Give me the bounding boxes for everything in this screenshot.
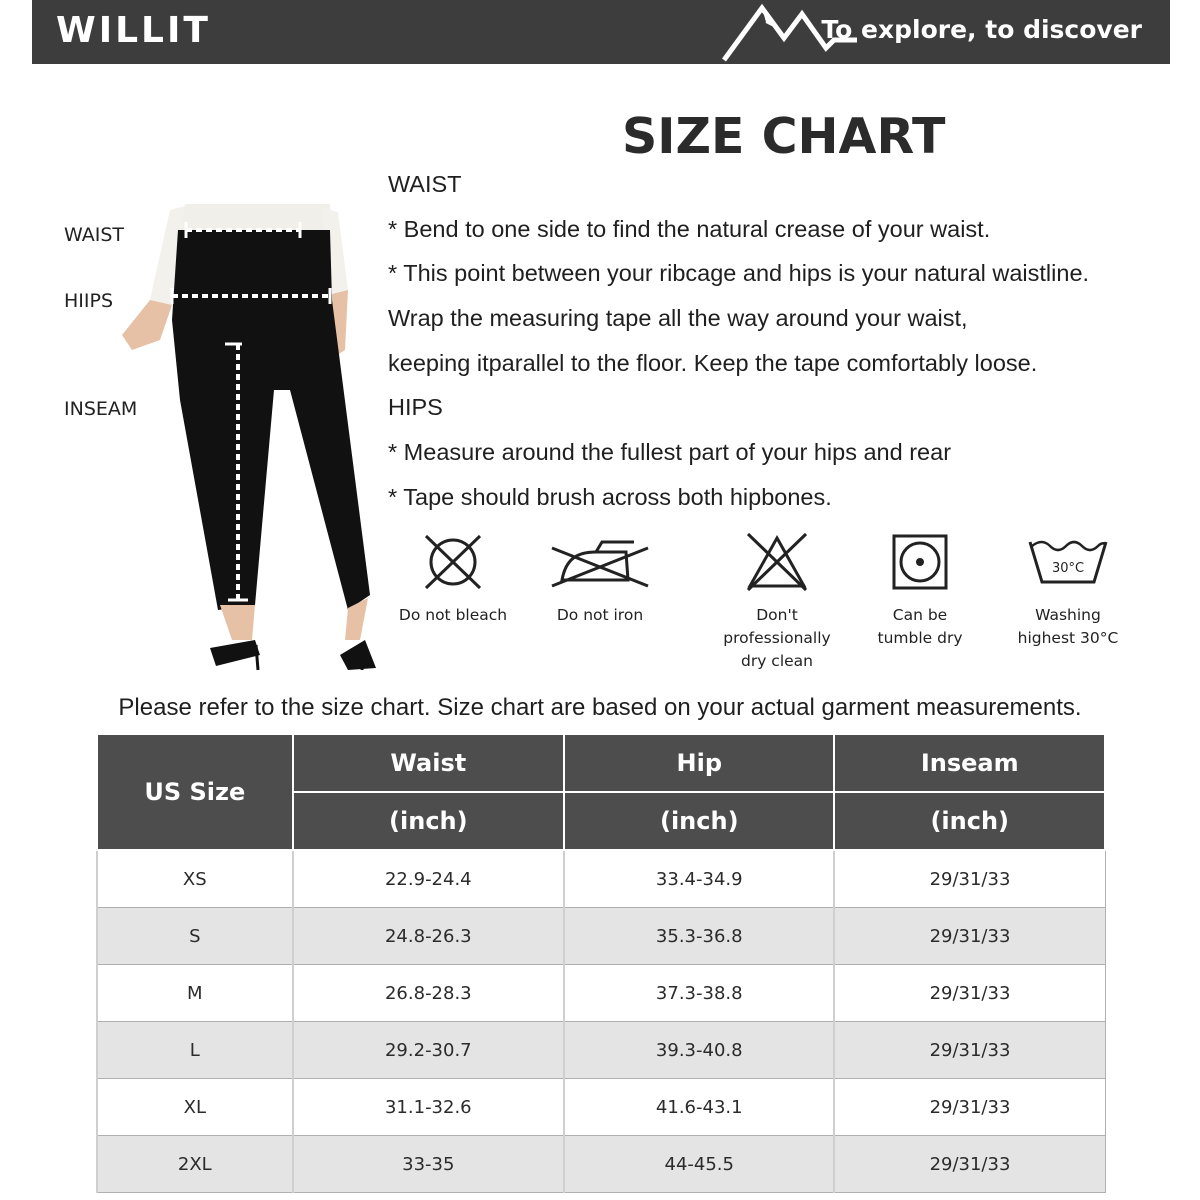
size-cell: 2XL xyxy=(97,1136,293,1193)
brand-logo: WILLIT xyxy=(56,10,211,51)
page-title: SIZE CHART xyxy=(622,108,946,165)
guide-line: Wrap the measuring tape all the way around your waist, xyxy=(388,305,968,332)
tagline: To explore, to discover xyxy=(821,15,1142,44)
hip-cell: 35.3-36.8 xyxy=(564,908,834,965)
tumble-dry-icon xyxy=(890,530,950,594)
us-size-header: US Size xyxy=(97,734,293,850)
inseam-cell: 29/31/33 xyxy=(834,1136,1105,1193)
care-item-no-dry-clean xyxy=(706,530,848,673)
size-cell: XL xyxy=(97,1079,293,1136)
inseam-header: Inseam xyxy=(834,734,1105,792)
inseam-cell: 29/31/33 xyxy=(834,1022,1105,1079)
care-label-line1: Can be xyxy=(892,606,948,624)
waist-cell: 33-35 xyxy=(293,1136,564,1193)
pants-model-illustration xyxy=(60,200,390,680)
no-bleach-icon xyxy=(420,530,486,594)
size-table xyxy=(96,733,1106,1193)
wash-temp-badge: 30°C xyxy=(1051,561,1085,576)
inseam-label: INSEAM xyxy=(64,398,138,420)
inseam-cell: 29/31/33 xyxy=(834,908,1105,965)
hip-unit: (inch) xyxy=(564,792,834,850)
care-label: Do not iron xyxy=(556,606,644,624)
hip-cell: 41.6-43.1 xyxy=(564,1079,834,1136)
wash-30-icon xyxy=(1026,530,1110,594)
size-chart-note: Please refer to the size chart. Size chart are based on your actual garment measurements. xyxy=(118,694,1082,721)
guide-heading-hips: HIPS xyxy=(388,394,443,421)
hip-cell: 39.3-40.8 xyxy=(564,1022,834,1079)
size-cell: M xyxy=(97,965,293,1022)
size-cell: S xyxy=(97,908,293,965)
care-label: Do not bleach xyxy=(398,606,508,624)
waist-unit: (inch) xyxy=(293,792,564,850)
hip-cell: 37.3-38.8 xyxy=(564,965,834,1022)
measuring-guide xyxy=(388,168,1188,526)
table-row xyxy=(97,1136,1105,1193)
table-row xyxy=(97,965,1105,1022)
hip-cell: 33.4-34.9 xyxy=(564,850,834,908)
guide-line: * Measure around the fullest part of your hips and rear xyxy=(388,439,952,466)
care-label-line1: Washing xyxy=(1035,606,1101,624)
care-label-line1: Don't professionally xyxy=(723,606,831,647)
size-cell: L xyxy=(97,1022,293,1079)
table-row xyxy=(97,908,1105,965)
inseam-unit: (inch) xyxy=(834,792,1105,850)
hip-header: Hip xyxy=(564,734,834,792)
no-iron-icon xyxy=(548,530,652,594)
hip-cell: 44-45.5 xyxy=(564,1136,834,1193)
care-item-no-iron xyxy=(545,530,655,627)
waist-header: Waist xyxy=(293,734,564,792)
waist-cell: 29.2-30.7 xyxy=(293,1022,564,1079)
header-banner xyxy=(32,0,1170,64)
care-label-line2: tumble dry xyxy=(877,629,963,647)
waist-cell: 24.8-26.3 xyxy=(293,908,564,965)
waist-cell: 26.8-28.3 xyxy=(293,965,564,1022)
no-dry-clean-icon xyxy=(744,530,810,594)
care-item-wash-30 xyxy=(1012,530,1124,650)
waist-cell: 31.1-32.6 xyxy=(293,1079,564,1136)
guide-line: * Tape should brush across both hipbones. xyxy=(388,483,832,510)
care-label-line2: highest 30°C xyxy=(1017,629,1119,647)
inseam-cell: 29/31/33 xyxy=(834,965,1105,1022)
inseam-cell: 29/31/33 xyxy=(834,850,1105,908)
guide-line: * Bend to one side to find the natural crease of your waist. xyxy=(388,215,991,242)
guide-heading-waist: WAIST xyxy=(388,171,462,197)
waist-cell: 22.9-24.4 xyxy=(293,850,564,908)
guide-line: * This point between your ribcage and hips is your natural waistline. xyxy=(388,260,1090,287)
table-row xyxy=(97,1079,1105,1136)
size-cell: XS xyxy=(97,850,293,908)
inseam-cell: 29/31/33 xyxy=(834,1079,1105,1136)
table-row xyxy=(97,1022,1105,1079)
care-label-line2: dry clean xyxy=(741,652,813,670)
waist-label: WAIST xyxy=(64,224,125,246)
model-figure xyxy=(60,200,390,680)
care-item-tumble-dry xyxy=(870,530,970,650)
care-item-no-bleach xyxy=(393,530,513,627)
hips-label: HIIPS xyxy=(64,290,114,312)
guide-line: keeping itparallel to the floor. Keep the tape comfortably loose. xyxy=(388,349,1038,376)
table-row xyxy=(97,850,1105,908)
